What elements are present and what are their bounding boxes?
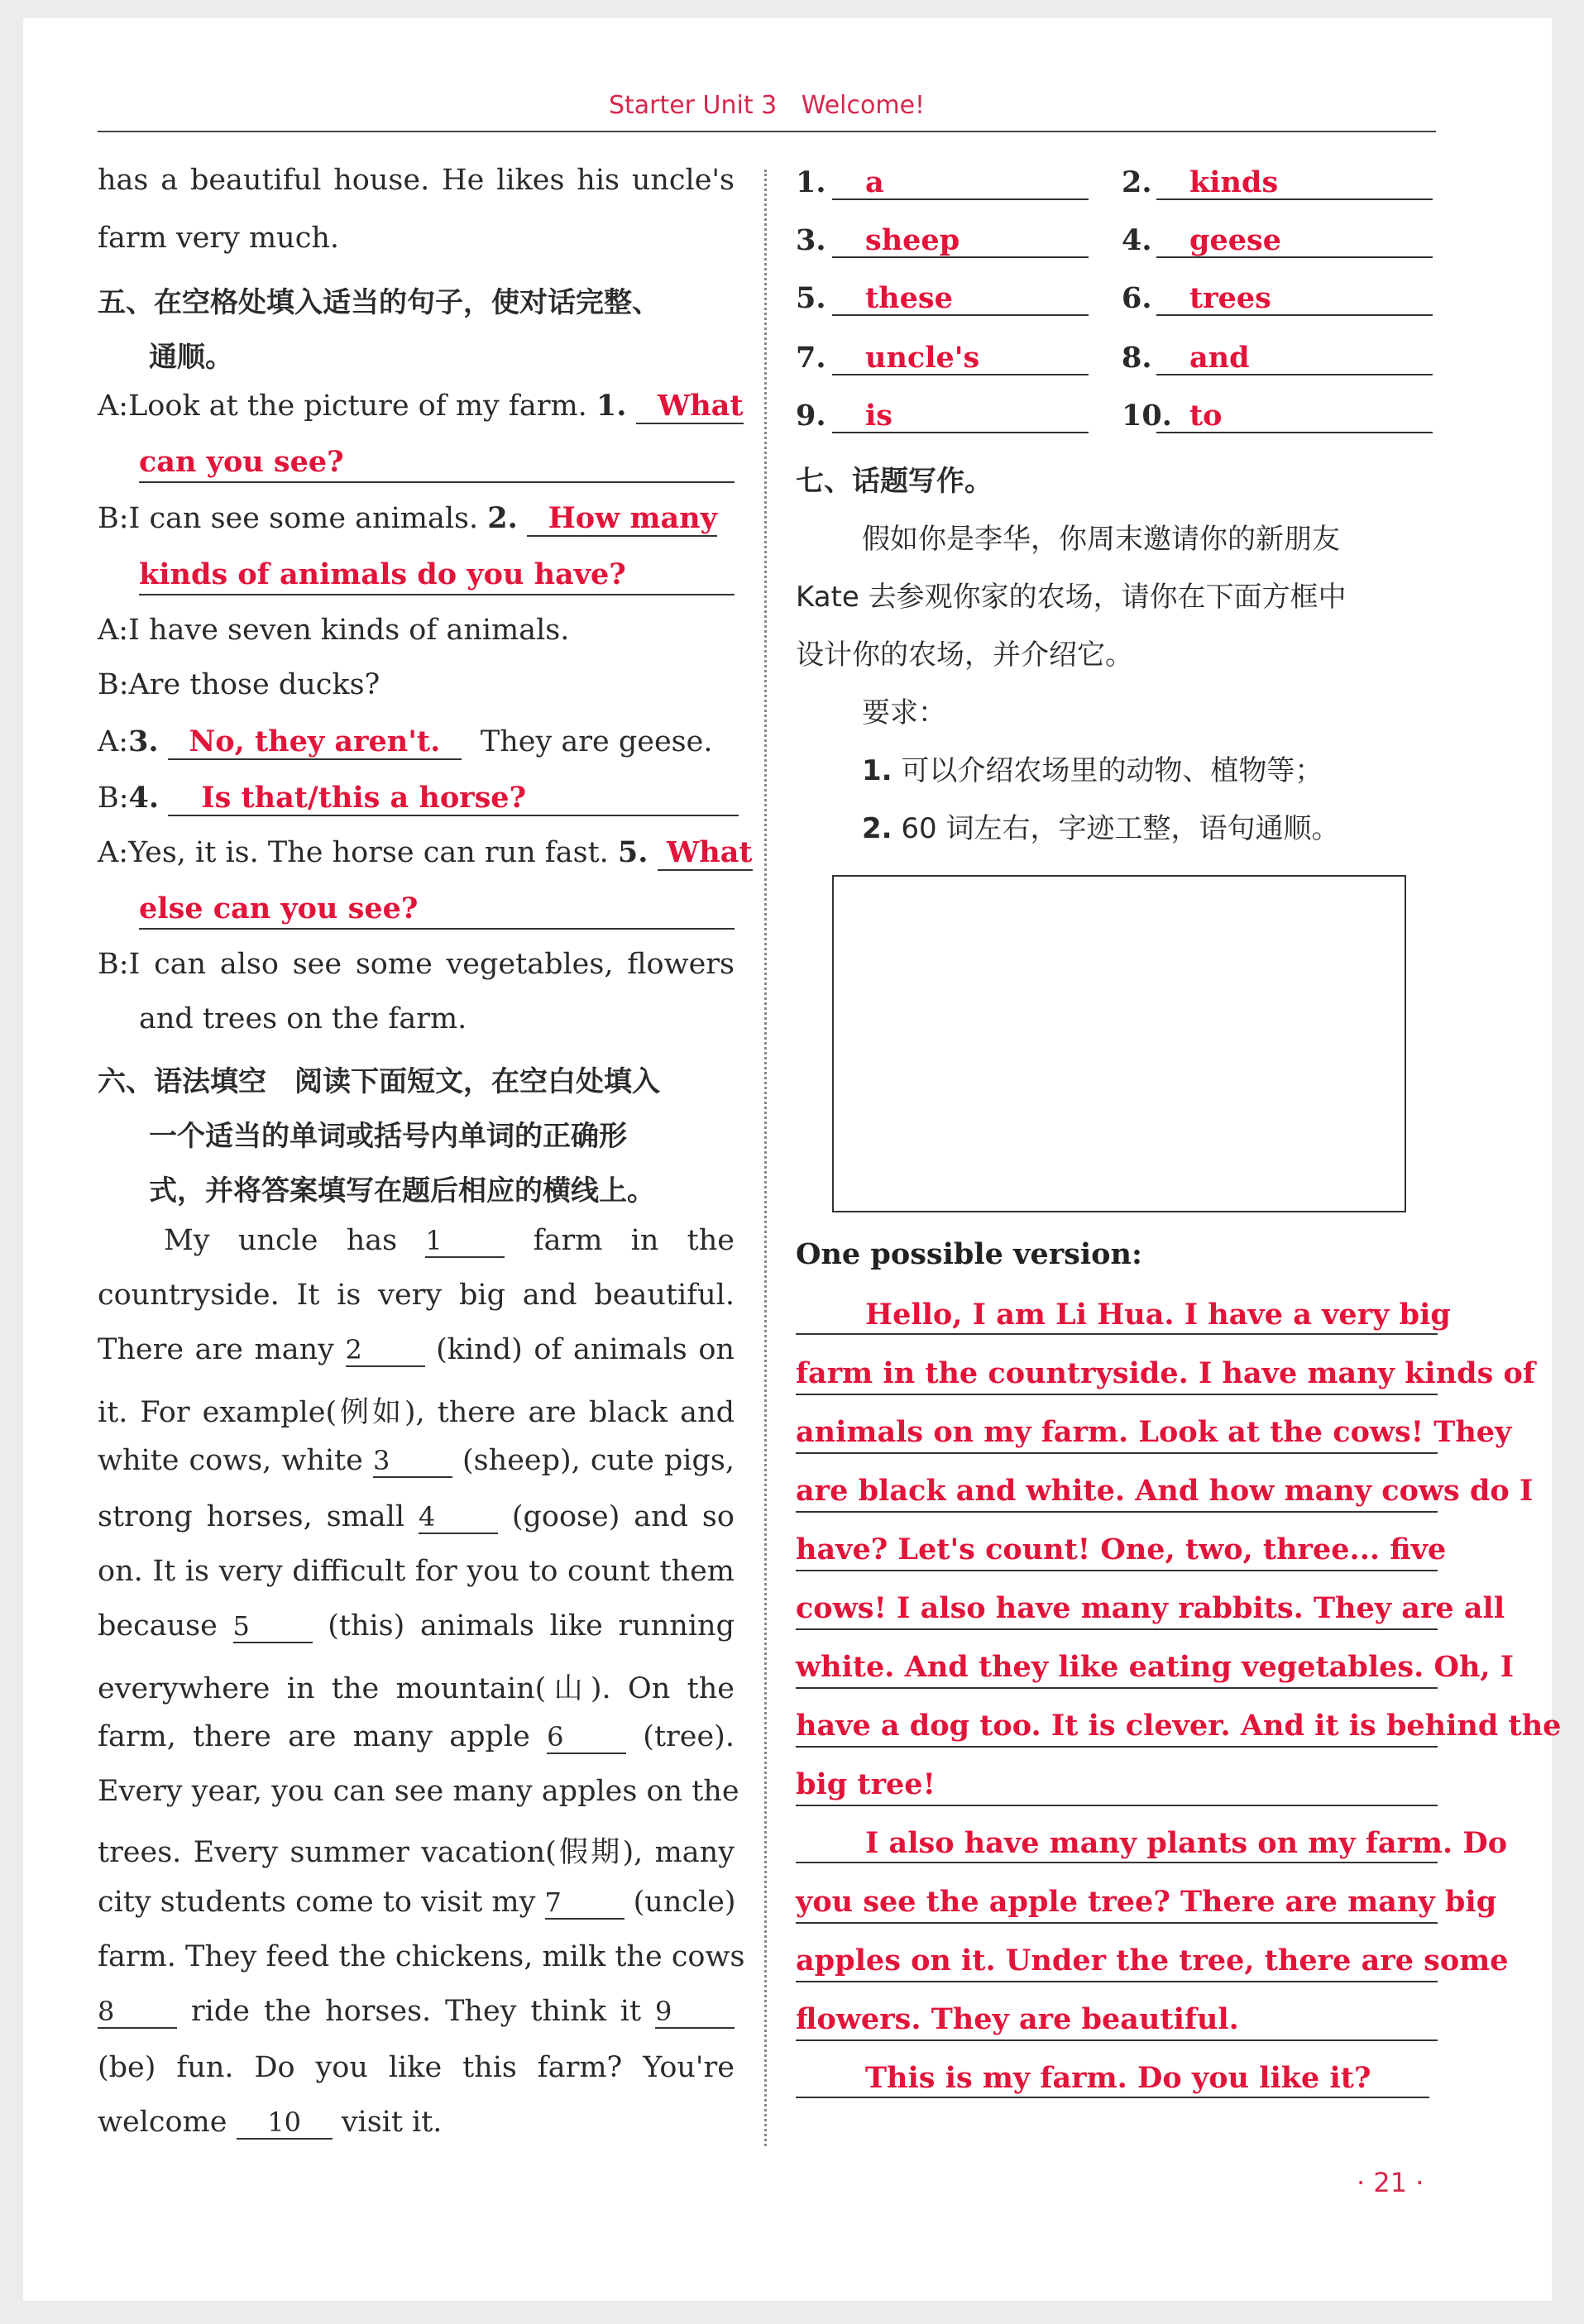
blank-number: 4. xyxy=(128,781,160,815)
requirement-text: 60 词左右，字迹工整，语句通顺。 xyxy=(901,812,1340,845)
answer-blank: What xyxy=(658,835,753,871)
passage-text: because xyxy=(98,1609,218,1643)
essay-line: you see the apple tree? There are many big xyxy=(796,1882,1438,1924)
blank-7: 7 xyxy=(545,1886,625,1920)
dialogue-text: They are geese. xyxy=(480,725,713,758)
answer-text: kinds of animals do you have? xyxy=(139,557,626,591)
passage-line-17 xyxy=(98,2106,735,2140)
answer-blank: No, they aren't. xyxy=(168,724,462,760)
blank-9: 9 xyxy=(655,1996,735,2029)
passage-text: farm in the xyxy=(533,1224,735,1257)
blank-number: 1. xyxy=(596,389,627,423)
passage-text: (this) animals like running xyxy=(328,1609,735,1643)
answer-line: a xyxy=(832,165,1089,200)
answer-line: these xyxy=(832,281,1089,316)
passage-line-5 xyxy=(98,1444,735,1478)
passage-text: (goose) and so xyxy=(511,1500,735,1533)
passage-line-10 xyxy=(98,1720,735,1754)
passage-text: (uncle) xyxy=(633,1886,736,1919)
dialogue-line-4: B:Are those ducks? xyxy=(98,668,380,701)
passage-line-14: farm. They feed the chickens, milk the cows xyxy=(98,1940,745,1973)
passage-line-9: everywhere in the mountain(山). On the xyxy=(98,1672,735,1705)
dialogue-line-1 xyxy=(98,389,744,424)
passage-text: white cows, white xyxy=(98,1444,363,1477)
passage-text: strong horses, small xyxy=(98,1500,405,1533)
dialogue-line-5 xyxy=(98,724,735,760)
requirement-2 xyxy=(862,806,1507,846)
answer-line xyxy=(139,445,735,483)
passage-text: city students come to visit my xyxy=(98,1886,536,1919)
answer-line xyxy=(139,892,735,930)
section6-title-2: 一个适当的单词或括号内单词的正确形 xyxy=(149,1120,627,1153)
answer-blank: Is that/this a horse? xyxy=(168,781,739,816)
answer-number: 4. xyxy=(1122,223,1152,257)
essay-line: have? Let's count! One, two, three... five xyxy=(796,1530,1438,1571)
passage-line-7: on. It is very difficult for you to count them xyxy=(98,1555,735,1588)
passage-line-4: it. For example(例如), there are black and xyxy=(98,1396,735,1429)
answer-text: else can you see? xyxy=(139,892,419,925)
passage-text: (tree). xyxy=(643,1720,735,1753)
answer-line: uncle's xyxy=(832,341,1089,375)
answer-number: 10. xyxy=(1122,399,1172,433)
essay-line: I also have many plants on my farm. Do xyxy=(796,1824,1438,1863)
passage-text: My uncle has xyxy=(164,1224,398,1257)
answer-line: and xyxy=(1156,341,1433,375)
passage-line-2: countryside. It is very big and beautiful. xyxy=(98,1279,735,1312)
blank-8: 8 xyxy=(98,1996,177,2029)
section5-title-2: 通顺。 xyxy=(149,341,233,374)
passage-line-1 xyxy=(164,1224,735,1258)
essay-line: farm in the countryside. I have many kinds of xyxy=(796,1354,1438,1395)
answer-number: 2. xyxy=(1122,165,1152,199)
passage-line-8 xyxy=(98,1609,735,1643)
blank-5: 5 xyxy=(233,1610,313,1643)
essay-line: flowers. They are beautiful. xyxy=(796,2000,1438,2041)
dialogue-text: B:I can see some animals. xyxy=(98,502,479,535)
requirement-text: 可以介绍农场里的动物、植物等； xyxy=(901,754,1323,787)
speaker: A: xyxy=(98,725,129,758)
section5-title-1: 五、在空格处填入适当的句子，使对话完整、 xyxy=(98,286,660,319)
prompt-line-2: Kate 去参观你家的农场，请你在下面方框中 xyxy=(796,581,1347,614)
answer-text: can you see? xyxy=(139,445,344,479)
essay-line: animals on my farm. Look at the cows! They xyxy=(796,1413,1438,1454)
blank-2: 2 xyxy=(346,1334,425,1367)
section7-title: 七、话题写作。 xyxy=(796,465,993,498)
dialogue-text: A:Yes, it is. The horse can run fast. xyxy=(98,836,609,869)
essay-line: Hello, I am Li Hua. I have a very big xyxy=(796,1295,1438,1335)
passage-line-3 xyxy=(98,1333,735,1367)
answer-number: 6. xyxy=(1122,281,1152,315)
essay-line: This is my farm. Do you like it? xyxy=(796,2059,1429,2098)
answer-number: 9. xyxy=(796,399,826,433)
dialogue-line-3: A:I have seven kinds of animals. xyxy=(98,614,570,647)
blank-number: 2. xyxy=(487,501,518,535)
prompt-line-1: 假如你是李华，你周末邀请你的新朋友 xyxy=(862,523,1340,556)
requirement-1 xyxy=(862,748,1507,788)
passage-text: (kind) of animals on xyxy=(436,1333,735,1366)
requirements-title: 要求： xyxy=(862,696,946,729)
blank-3: 3 xyxy=(373,1445,452,1478)
answer-line: trees xyxy=(1156,281,1433,316)
answer-number: 3. xyxy=(796,223,826,257)
column-divider xyxy=(764,170,767,2146)
passage-line-16: (be) fun. Do you like this farm? You're xyxy=(98,2051,735,2084)
page-header xyxy=(98,91,1436,132)
answer-number: 1. xyxy=(796,165,826,199)
passage-text: visit it. xyxy=(341,2106,443,2139)
answer-number: 7. xyxy=(796,341,826,375)
answer-line: sheep xyxy=(832,223,1089,258)
section6-title-1: 六、语法填空 阅读下面短文，在空白处填入 xyxy=(98,1065,660,1098)
dialogue-line-2 xyxy=(98,501,735,537)
essay-line: white. And they like eating vegetables. Oh, I xyxy=(796,1647,1438,1689)
speaker: B: xyxy=(98,782,129,815)
answer-blank: How many xyxy=(527,501,717,537)
version-label: One possible version: xyxy=(796,1237,1142,1271)
answer-number: 8. xyxy=(1122,341,1152,375)
passage-text: farm, there are many apple xyxy=(98,1720,530,1753)
answer-blank: What xyxy=(636,389,744,424)
section6-title-3: 式，并将答案填写在题后相应的横线上。 xyxy=(149,1174,655,1207)
requirement-number: 1. xyxy=(862,754,892,787)
answer-line: is xyxy=(832,399,1089,433)
passage-text: ride the horses. They think it xyxy=(190,1995,642,2028)
passage-line-11: Every year, you can see many apples on the xyxy=(98,1775,739,1808)
passage-line-6 xyxy=(98,1500,735,1534)
continued-line-2: farm very much. xyxy=(98,222,339,255)
passage-line-15 xyxy=(98,1995,735,2029)
answer-line: kinds xyxy=(1156,165,1433,200)
dialogue-line-6 xyxy=(98,781,735,816)
answer-line: to xyxy=(1156,399,1433,433)
essay-line: have a dog too. It is clever. And it is behind the xyxy=(796,1706,1438,1748)
passage-text: There are many xyxy=(98,1333,334,1366)
essay-line: cows! I also have many rabbits. They are all xyxy=(796,1589,1438,1630)
essay-line: big tree! xyxy=(796,1765,1438,1806)
answer-number: 5. xyxy=(796,281,826,315)
blank-10: 10 xyxy=(237,2106,333,2140)
passage-text: (sheep), cute pigs, xyxy=(462,1444,735,1477)
prompt-line-3: 设计你的农场，并介绍它。 xyxy=(796,638,1133,672)
dialogue-text: A:Look at the picture of my farm. xyxy=(98,390,587,423)
blank-number: 5. xyxy=(617,835,648,869)
unit-label: Starter Unit 3 xyxy=(608,91,778,120)
answer-line xyxy=(139,557,735,595)
passage-text: welcome xyxy=(98,2106,227,2139)
dialogue-line-8b: and trees on the farm. xyxy=(139,1002,467,1035)
blank-4: 4 xyxy=(419,1501,498,1534)
continued-line-1: has a beautiful house. He likes his uncle's xyxy=(98,164,735,197)
answer-line: geese xyxy=(1156,223,1433,258)
requirement-number: 2. xyxy=(862,812,892,845)
passage-line-12: trees. Every summer vacation(假期), many xyxy=(98,1836,735,1869)
blank-number: 3. xyxy=(128,724,159,758)
blank-6: 6 xyxy=(547,1721,626,1754)
passage-line-13 xyxy=(98,1886,735,1920)
dialogue-line-8: B:I can also see some vegetables, flowers xyxy=(98,948,735,981)
unit-title: Welcome! xyxy=(801,91,926,120)
essay-line: are black and white. And how many cows do I xyxy=(796,1471,1438,1513)
dialogue-line-7 xyxy=(98,835,753,871)
writing-box[interactable] xyxy=(832,875,1406,1212)
blank-1: 1 xyxy=(425,1225,505,1258)
essay-line: apples on it. Under the tree, there are some xyxy=(796,1941,1438,1982)
page-number: · 21 · xyxy=(1357,2167,1424,2198)
